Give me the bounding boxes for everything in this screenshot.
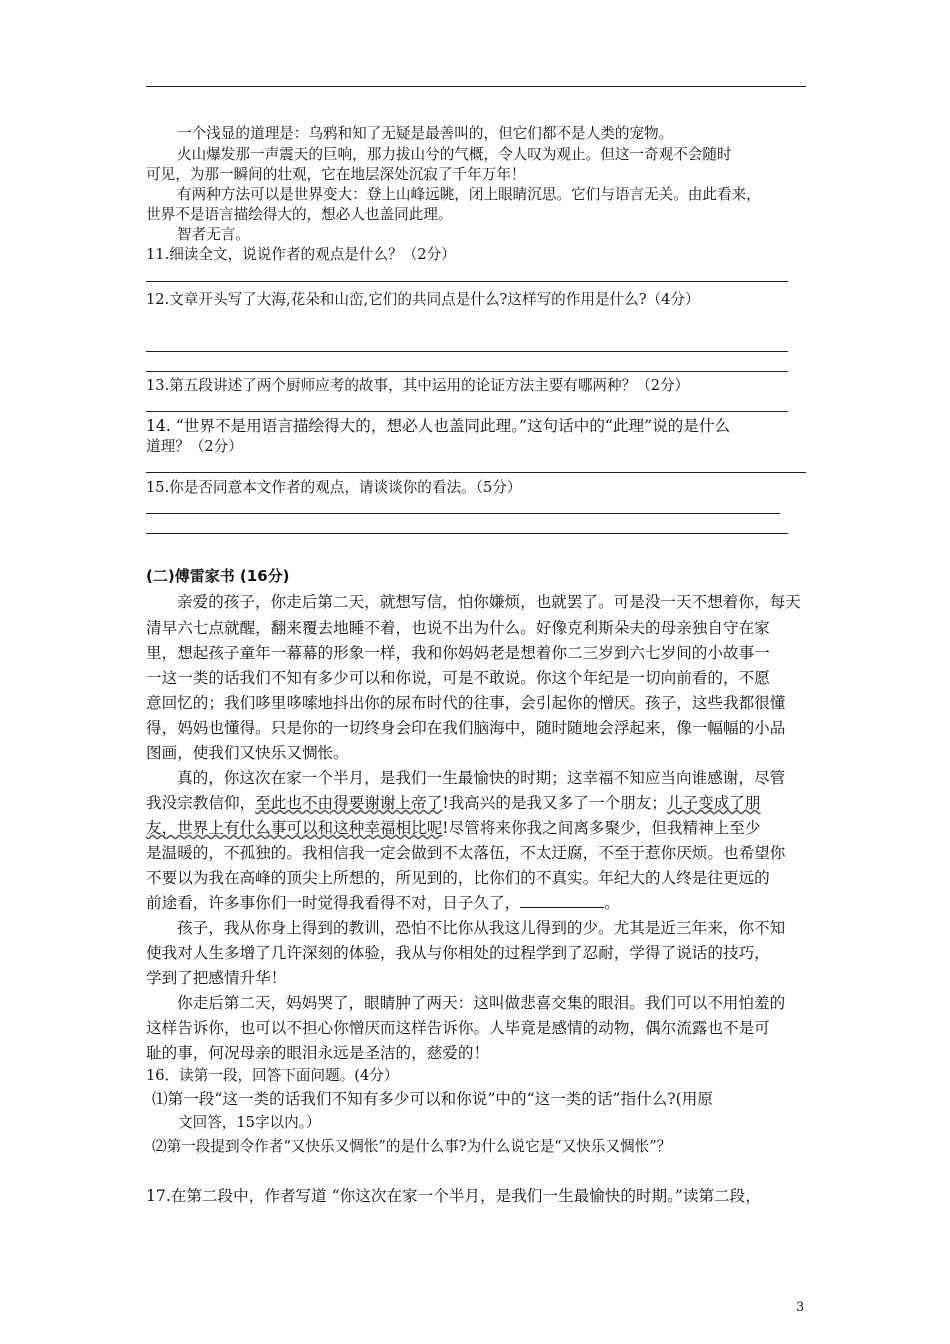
letter-line: 是温暖的，不孤独的。我相信我一定会做到不太落伍，不太迂腐，不至于惹你厌烦。也希望你 xyxy=(146,844,786,862)
letter-line-with-blank xyxy=(146,893,620,913)
letter-line: 图画，使我们又快乐又惆怅。 xyxy=(146,744,349,762)
plain-text: !我高兴的是我又多了一个朋友； xyxy=(442,794,667,812)
letter-line: 你走后第二天，妈妈哭了，眼睛肿了两天：这叫做悲喜交集的眼泪。我们可以不用怕羞的 xyxy=(177,994,786,1012)
answer-line-15b[interactable] xyxy=(146,533,788,534)
passage1-para2-line1: 火山爆发那一声震天的巨响，那力拔山兮的气概，令人叹为观止。但这一奇观不会随时 xyxy=(177,146,732,163)
letter-line: 亲爱的孩子，你走后第二天，就想写信，怕你嫌烦，也就罢了。可是没一天不想着你，每天 xyxy=(177,593,801,611)
question-15: 15.你是否同意本文作者的观点，请谈谈你的看法。（5分） xyxy=(146,479,522,496)
question-14-line2: 道理？（2分） xyxy=(146,438,243,455)
top-rule xyxy=(146,86,806,87)
answer-line-14[interactable] xyxy=(146,472,806,473)
section-2-heading: (二)傅雷家书 (16分) xyxy=(146,567,290,585)
letter-line: 耻的事，何况母亲的眼泪永远是圣洁的，慈爱的！ xyxy=(146,1044,490,1062)
question-16: 16．读第一段，回答下面问题。(4分） xyxy=(146,1067,399,1084)
answer-line-12b[interactable] xyxy=(146,371,788,372)
letter-line: 得，妈妈也懂得。只是你的一切终身会印在我们脑海中，随时随地会浮起来，像一幅幅的小品 xyxy=(146,719,786,737)
passage1-para4: 智者无言。 xyxy=(177,226,250,243)
plain-text: !尽管将来你我之间离多聚少，但我精神上至少 xyxy=(442,819,761,837)
fill-in-blank[interactable] xyxy=(520,893,604,908)
letter-line: 真的，你这次在家一个半月，是我们一生最愉快的时期；这幸福不知应当向谁感谢，尽管 xyxy=(177,769,786,787)
letter-line: 这样告诉你，也可以不担心你憎厌而这样告诉你。人毕竟是感情的动物，偶尔流露也不是可 xyxy=(146,1019,770,1037)
wavy-underlined-text: 友，世界上有什么事可以和这种幸福相比呢 xyxy=(146,819,443,837)
letter-line: 一这一类的话我们不知有多少可以和你说，可是不敢说。你这个年纪是一切向前看的，不愿 xyxy=(146,669,770,687)
wavy-underlined-text: 儿子变成了朋 xyxy=(666,794,761,812)
question-16-1-line1: ⑴第一段“这一类的话我们不知有多少可以和你说”中的“这一类的话”指什么?(用原 xyxy=(152,1090,713,1108)
plain-text: 。 xyxy=(604,894,620,912)
letter-line: 学到了把感情升华！ xyxy=(146,969,287,987)
page-number: 3 xyxy=(796,1300,805,1315)
passage1-para1: 一个浅显的道理是：乌鸦和知了无疑是最善叫的，但它们都不是人类的宠物。 xyxy=(177,125,674,142)
answer-line-15a[interactable] xyxy=(146,513,780,514)
answer-line-12a[interactable] xyxy=(146,351,788,352)
answer-line-11[interactable] xyxy=(146,281,788,282)
question-16-1-line2: 文回答，15字以内。） xyxy=(178,1114,321,1131)
letter-line: 意回忆的；我们哆里哆嗦地抖出你的尿布时代的往事，会引起你的憎厌。孩子，这些我都很懂 xyxy=(146,694,786,712)
wavy-underlined-text: 至此也不由得要谢谢上帝了 xyxy=(255,794,443,812)
letter-line: 使我对人生多增了几许深刻的体验，我从与你相处的过程学到了忍耐，学得了说话的技巧， xyxy=(146,944,770,962)
plain-text: 我没宗教信仰， xyxy=(146,794,256,812)
answer-line-13[interactable] xyxy=(146,411,788,412)
passage1-para3-line1: 有两种方法可以是世界变大：登上山峰远眺，闭上眼睛沉思。它们与语言无关。由此看来， xyxy=(177,186,761,203)
question-12: 12.文章开头写了大海,花朵和山峦,它们的共同点是什么?这样写的作用是什么?（4分） xyxy=(146,291,700,308)
letter-line-underlined xyxy=(146,818,760,838)
letter-line-underlined xyxy=(146,793,760,813)
letter-line: 不要以为我在高峰的顶尖上所想的，所见到的，比你们的不真实。年纪大的人终是往更远的 xyxy=(146,869,770,887)
question-16-2: ⑵第一段提到令作者“又快乐又惆怅”的是什么事?为什么说它是“又快乐又惆怅”？ xyxy=(152,1138,672,1155)
letter-line: 清早六七点就醒，翻来覆去地睡不着，也说不出为什么。好像克利斯朵夫的母亲独自守在家 xyxy=(146,619,770,637)
question-17: 17.在第二段中，作者写道 “你这次在家一个半月，是我们一生最愉快的时期。”读第二段， xyxy=(146,1187,761,1205)
letter-line: 孩子，我从你身上得到的教训，恐怕不比你从我这儿得到的少。尤其是近三年来，你不知 xyxy=(177,919,786,937)
question-14-line1: 14. “世界不是用语言描绘得大的，想必人也盖同此理。”这句话中的“此理”说的是什么 xyxy=(146,417,731,435)
plain-text: 前途看，许多事你们一时觉得我看得不对，日子久了， xyxy=(146,894,521,912)
question-11: 11.细读全文，说说作者的观点是什么？（2分） xyxy=(146,246,456,263)
passage1-para3-line2: 世界不是语言描绘得大的，想必人也盖同此理。 xyxy=(146,206,453,223)
question-13: 13.第五段讲述了两个厨师应考的故事，其中运用的论证方法主要有哪两种？（2分） xyxy=(146,377,690,394)
passage1-para2-line2: 可见，为那一瞬间的壮观，它在地层深处沉寂了千年万年！ xyxy=(146,166,526,183)
letter-line: 里，想起孩子童年一幕幕的形象一样，我和你妈妈老是想着你二三岁到六七岁间的小故事一 xyxy=(146,644,770,662)
